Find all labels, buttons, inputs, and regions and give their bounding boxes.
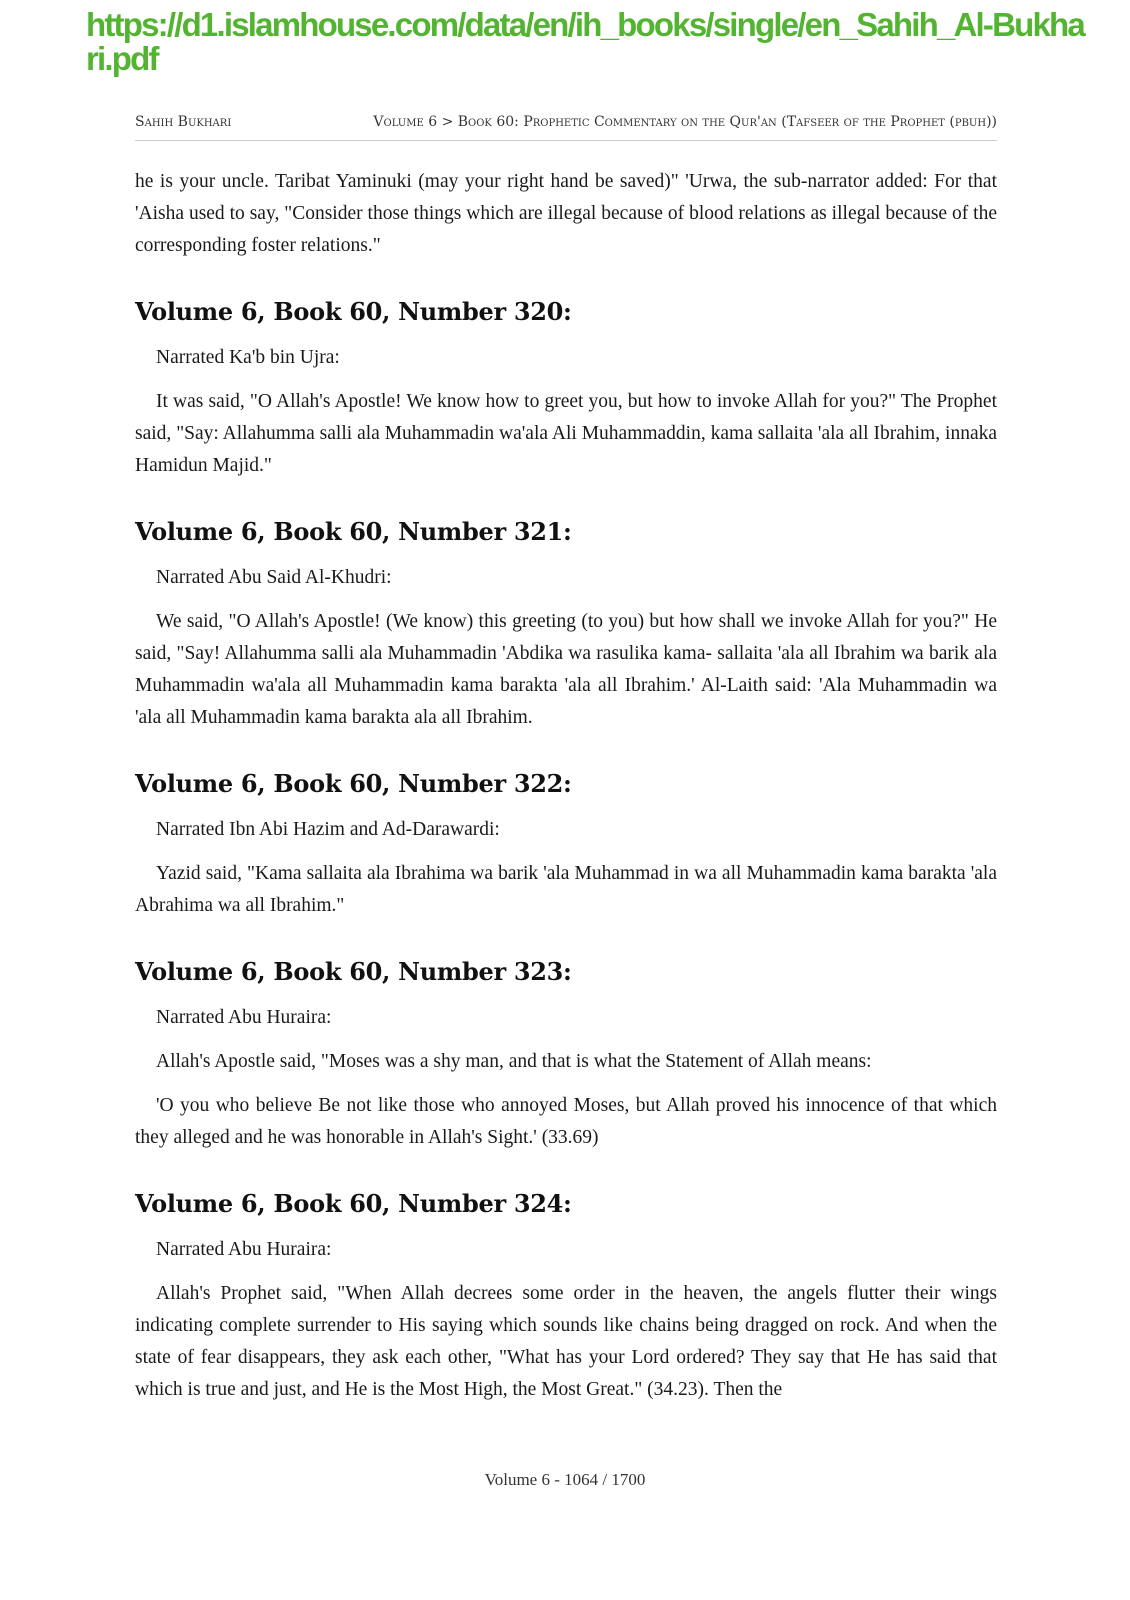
hadith-322 <box>135 768 997 922</box>
source-url-watermark: https://d1.islamhouse.com/data/en/ih_books/single/en_Sahih_Al-Bukhari.pdf <box>86 6 1084 77</box>
header-book-title: Sahih Bukhari <box>135 114 232 130</box>
hadith-heading: Volume 6, Book 60, Number 323: <box>135 957 572 986</box>
hadith-320 <box>135 296 997 482</box>
hadith-heading: Volume 6, Book 60, Number 322: <box>135 769 572 798</box>
hadith-heading: Volume 6, Book 60, Number 324: <box>135 1189 572 1218</box>
hadith-323 <box>135 956 997 1154</box>
hadith-narrator: Narrated Ibn Abi Hazim and Ad-Darawardi: <box>156 819 500 840</box>
hadith-narrator: Narrated Abu Huraira: <box>156 1007 332 1028</box>
hadith-text: We said, "O Allah's Apostle! (We know) this greeting (to you) but how shall we invoke Allah for you?" He said, "Say! Allahumma salli ala Muhammadin 'Abdika wa rasulika kama- sallaita 'ala all Ibrahim wa barik ala Muhammadin wa'ala all Muhammadin kama barakta 'ala all Ibrahim.' Al-Laith said: 'Ala Muhammadin wa 'ala all Muhammadin kama barakta ala all Ibrahim. <box>135 611 997 728</box>
continuation-paragraph: he is your uncle. Taribat Yaminuki (may your right hand be saved)" 'Urwa, the sub-narrator added: For that 'Aisha used to say, "Consider those things which are illegal because of blood relations as illegal because of the corresponding foster relations." <box>135 171 997 256</box>
page-number-footer: Volume 6 - 1064 / 1700 <box>484 1470 646 1489</box>
hadith-heading: Volume 6, Book 60, Number 321: <box>135 517 572 546</box>
header-chapter-path: Volume 6 > Book 60: Prophetic Commentary on the Qur'an (Tafseer of the Prophet (pbuh)) <box>373 114 997 130</box>
hadith-narrator: Narrated Abu Said Al-Khudri: <box>156 567 392 588</box>
page-content <box>135 166 997 1418</box>
hadith-quote: 'O you who believe Be not like those who annoyed Moses, but Allah proved his innocence of that which they alleged and he was honorable in Allah's Sight.' (33.69) <box>135 1095 997 1148</box>
hadith-text: Allah's Apostle said, "Moses was a shy man, and that is what the Statement of Allah means: <box>156 1051 872 1072</box>
hadith-narrator: Narrated Ka'b bin Ujra: <box>156 347 340 368</box>
hadith-321 <box>135 516 997 734</box>
hadith-text: It was said, "O Allah's Apostle! We know how to greet you, but how to invoke Allah for you?" The Prophet said, "Say: Allahumma salli ala Muhammadin wa'ala Ali Muhammaddin, kama sallaita 'ala all Ibrahim, innaka Hamidun Majid." <box>135 391 997 476</box>
hadith-text: Yazid said, "Kama sallaita ala Ibrahima wa barik 'ala Muhammad in wa all Muhammadin kama barakta 'ala Abrahima wa all Ibrahim." <box>135 863 997 916</box>
hadith-narrator: Narrated Abu Huraira: <box>156 1239 332 1260</box>
hadith-324 <box>135 1188 997 1406</box>
hadith-heading: Volume 6, Book 60, Number 320: <box>135 297 572 326</box>
running-header <box>135 110 997 141</box>
hadith-text: Allah's Prophet said, "When Allah decrees some order in the heaven, the angels flutter their wings indicating complete surrender to His saying which sounds like chains being dragged on rock. And when the state of fear disappears, they ask each other, "What has your Lord ordered? They say that He has said that which is true and just, and He is the Most High, the Most Great." (34.23). Then the <box>135 1283 997 1400</box>
